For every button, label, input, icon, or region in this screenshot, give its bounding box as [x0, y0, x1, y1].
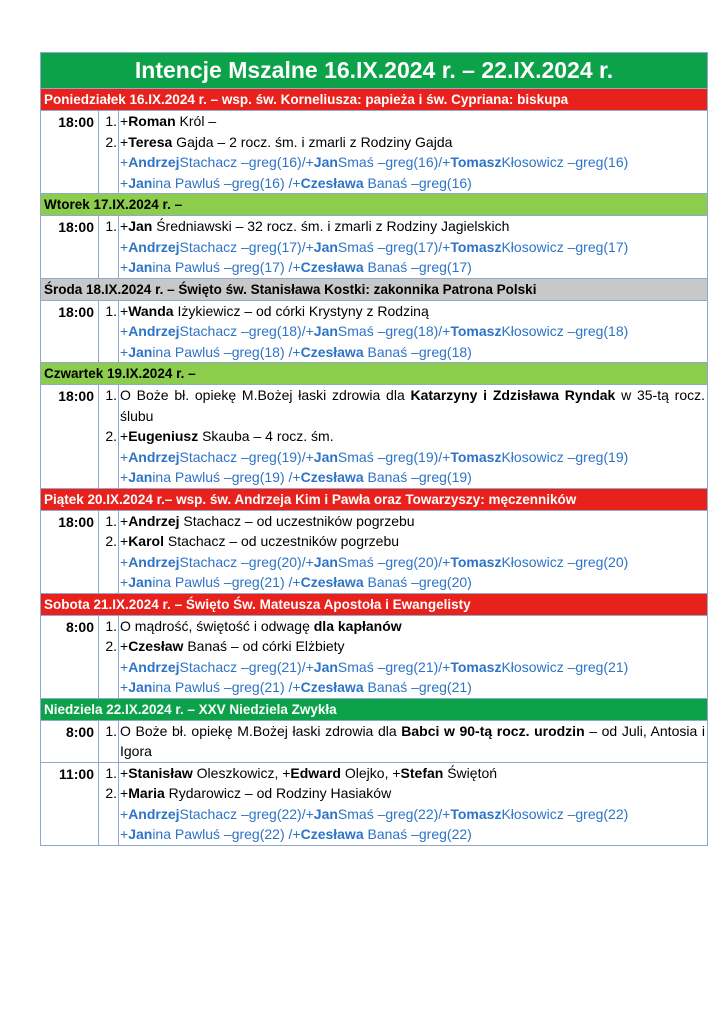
intention-number: 1.	[99, 763, 119, 784]
day-header: Środa 18.IX.2024 r. – Święto św. Stanisława Kostki: zakonnika Patrona Polski	[41, 278, 707, 300]
gregorian-text	[119, 237, 707, 258]
intention-number: 1.	[99, 111, 119, 132]
intention-text: +Andrzej Stachacz – od uczestników pogrzebu	[120, 512, 415, 529]
mass-intentions	[99, 216, 707, 278]
day-header: Niedziela 22.IX.2024 r. – XXV Niedziela Zwykła	[41, 698, 707, 720]
intention-text: O Boże bł. opiekę M.Bożej łaski zdrowia dla Katarzyny i Zdzisława Ryndak w 35-tą rocz. ślubu	[120, 387, 705, 424]
intention-number-empty	[99, 552, 119, 573]
mass-slot	[41, 762, 707, 845]
intention-row	[99, 636, 707, 657]
gregorian-row	[99, 447, 707, 468]
gregorian-row	[99, 257, 707, 278]
mass-slot	[41, 615, 707, 698]
mass-intentions	[99, 385, 707, 488]
mass-slot	[41, 215, 707, 278]
intention-number: 1.	[99, 616, 119, 637]
gregorian-row	[99, 342, 707, 363]
intention-text: +Eugeniusz Skauba – 4 rocz. śm.	[120, 428, 334, 444]
gregorian-row	[99, 824, 707, 845]
intention-text: +Wanda Iżykiewicz – od córki Krystyny z Rodziną	[120, 302, 429, 319]
intention-number-empty	[99, 237, 119, 258]
mass-time: 8:00	[41, 721, 99, 762]
mass-intentions	[99, 301, 707, 363]
intention-row	[99, 216, 707, 237]
intention-number: 1.	[99, 385, 119, 426]
intention-number-empty	[99, 342, 119, 363]
intention-text: +Karol Stachacz – od uczestników pogrzebu	[120, 533, 400, 549]
gregorian-text	[119, 152, 707, 173]
gregorian-row	[99, 152, 707, 173]
gregorian-line: +Janina Pawluś –greg(19) /+Czesława Banaś –greg(19)	[120, 469, 472, 485]
intention-number: 2.	[99, 426, 119, 447]
intention-row	[99, 511, 707, 532]
intention-number-empty	[99, 321, 119, 342]
gregorian-line: +AndrzejStachacz –greg(20)/+JanSmaś –greg(20)/+TomaszKłosowicz –greg(20)	[120, 553, 629, 570]
mass-time: 11:00	[41, 763, 99, 845]
intention-text: +Roman Król –	[120, 113, 217, 129]
gregorian-text	[119, 572, 707, 593]
gregorian-line: +AndrzejStachacz –greg(19)/+JanSmaś –greg(19)/+TomaszKłosowicz –greg(19)	[120, 448, 629, 465]
gregorian-text	[119, 467, 707, 488]
gregorian-text	[119, 173, 707, 194]
mass-intentions	[99, 111, 707, 193]
intention-row	[99, 301, 707, 322]
intention-text: +Teresa Gajda – 2 rocz. śm. i zmarli z Rodziny Gajda	[120, 133, 453, 150]
mass-slot	[41, 110, 707, 193]
intention-number: 1.	[99, 301, 119, 322]
day-header: Czwartek 19.IX.2024 r. –	[41, 362, 707, 384]
intention-row	[99, 531, 707, 552]
gregorian-text	[119, 321, 707, 342]
mass-slot	[41, 720, 707, 762]
mass-intentions	[99, 721, 707, 762]
gregorian-text	[119, 342, 707, 363]
day-header: Piątek 20.IX.2024 r.– wsp. św. Andrzeja Kim i Pawła oraz Towarzyszy: męczenników	[41, 488, 707, 510]
gregorian-text	[119, 447, 707, 468]
gregorian-row	[99, 572, 707, 593]
intention-number-empty	[99, 824, 119, 845]
day-header: Sobota 21.IX.2024 r. – Święto Św. Mateusza Apostoła i Ewangelisty	[41, 593, 707, 615]
gregorian-text	[119, 824, 707, 845]
gregorian-line: +AndrzejStachacz –greg(16)/+JanSmaś –greg(16)/+TomaszKłosowicz –greg(16)	[120, 154, 629, 170]
gregorian-text	[119, 657, 707, 678]
intention-number: 1.	[99, 511, 119, 532]
intention-row	[99, 763, 707, 784]
mass-intentions	[99, 763, 707, 845]
intention-number-empty	[99, 257, 119, 278]
intention-row	[99, 426, 707, 447]
gregorian-row	[99, 804, 707, 825]
mass-intentions	[99, 616, 707, 698]
mass-slot	[41, 510, 707, 593]
intention-text: O Boże bł. opiekę M.Bożej łaski zdrowia dla Babci w 90-tą rocz. urodzin – od Juli, Antosia i Igora	[120, 722, 705, 759]
intention-text: +Stanisław Oleszkowicz, +Edward Olejko, +Stefan Świętoń	[120, 764, 498, 781]
gregorian-line: +Janina Pawluś –greg(22) /+Czesława Banaś –greg(22)	[120, 826, 472, 842]
mass-time: 18:00	[41, 111, 99, 193]
mass-time: 8:00	[41, 616, 99, 698]
gregorian-line: +Janina Pawluś –greg(21) /+Czesława Banaś –greg(21)	[120, 679, 472, 695]
intention-number: 1.	[99, 216, 119, 237]
intention-number: 2.	[99, 132, 119, 153]
gregorian-row	[99, 657, 707, 678]
gregorian-text	[119, 257, 707, 278]
gregorian-row	[99, 321, 707, 342]
intention-row	[99, 385, 707, 426]
gregorian-line: +Janina Pawluś –greg(18) /+Czesława Banaś –greg(18)	[120, 343, 472, 360]
gregorian-text	[119, 677, 707, 698]
intention-number: 2.	[99, 636, 119, 657]
intention-number-empty	[99, 804, 119, 825]
day-header: Wtorek 17.IX.2024 r. –	[41, 193, 707, 215]
mass-time: 18:00	[41, 301, 99, 363]
gregorian-line: +AndrzejStachacz –greg(21)/+JanSmaś –greg(21)/+TomaszKłosowicz –greg(21)	[120, 658, 629, 675]
gregorian-row	[99, 677, 707, 698]
days-list	[41, 88, 707, 845]
mass-intentions	[99, 511, 707, 593]
page-title: Intencje Mszalne 16.IX.2024 r. – 22.IX.2024 r.	[41, 53, 707, 88]
intention-row	[99, 721, 707, 762]
intention-text: +Jan Średniawski – 32 rocz. śm. i zmarli z Rodziny Jagielskich	[120, 218, 510, 234]
gregorian-row	[99, 237, 707, 258]
gregorian-text	[119, 804, 707, 825]
gregorian-row	[99, 173, 707, 194]
mass-slot	[41, 300, 707, 363]
intention-number-empty	[99, 447, 119, 468]
intention-text: +Czesław Banaś – od córki Elżbiety	[120, 638, 345, 654]
intention-row	[99, 616, 707, 637]
mass-time: 18:00	[41, 385, 99, 488]
day-header: Poniedziałek 16.IX.2024 r. – wsp. św. Korneliusza: papieża i św. Cypriana: biskupa	[41, 88, 707, 110]
gregorian-text	[119, 552, 707, 573]
intention-row	[99, 132, 707, 153]
intention-number-empty	[99, 467, 119, 488]
gregorian-row	[99, 552, 707, 573]
intention-number-empty	[99, 152, 119, 173]
gregorian-row	[99, 467, 707, 488]
intention-text: O mądrość, świętość i odwagę dla kapłanów	[120, 617, 402, 634]
intention-row	[99, 111, 707, 132]
gregorian-line: +Janina Pawluś –greg(21) /+Czesława Banaś –greg(20)	[120, 574, 472, 590]
mass-time: 18:00	[41, 511, 99, 593]
intention-text: +Maria Rydarowicz – od Rodziny Hasiaków	[120, 785, 392, 801]
gregorian-line: +AndrzejStachacz –greg(22)/+JanSmaś –greg(22)/+TomaszKłosowicz –greg(22)	[120, 805, 629, 822]
intention-number: 1.	[99, 721, 119, 762]
gregorian-line: +AndrzejStachacz –greg(17)/+JanSmaś –greg(17)/+TomaszKłosowicz –greg(17)	[120, 238, 629, 255]
gregorian-line: +AndrzejStachacz –greg(18)/+JanSmaś –greg(18)/+TomaszKłosowicz –greg(18)	[120, 323, 629, 339]
intention-number-empty	[99, 173, 119, 194]
intention-number-empty	[99, 572, 119, 593]
mass-time: 18:00	[41, 216, 99, 278]
intention-number: 2.	[99, 783, 119, 804]
intention-number-empty	[99, 657, 119, 678]
intention-number-empty	[99, 677, 119, 698]
intention-number: 2.	[99, 531, 119, 552]
intentions-sheet	[40, 52, 708, 846]
intention-row	[99, 783, 707, 804]
gregorian-line: +Janina Pawluś –greg(16) /+Czesława Banaś –greg(16)	[120, 174, 472, 191]
mass-slot	[41, 384, 707, 488]
gregorian-line: +Janina Pawluś –greg(17) /+Czesława Banaś –greg(17)	[120, 259, 472, 275]
